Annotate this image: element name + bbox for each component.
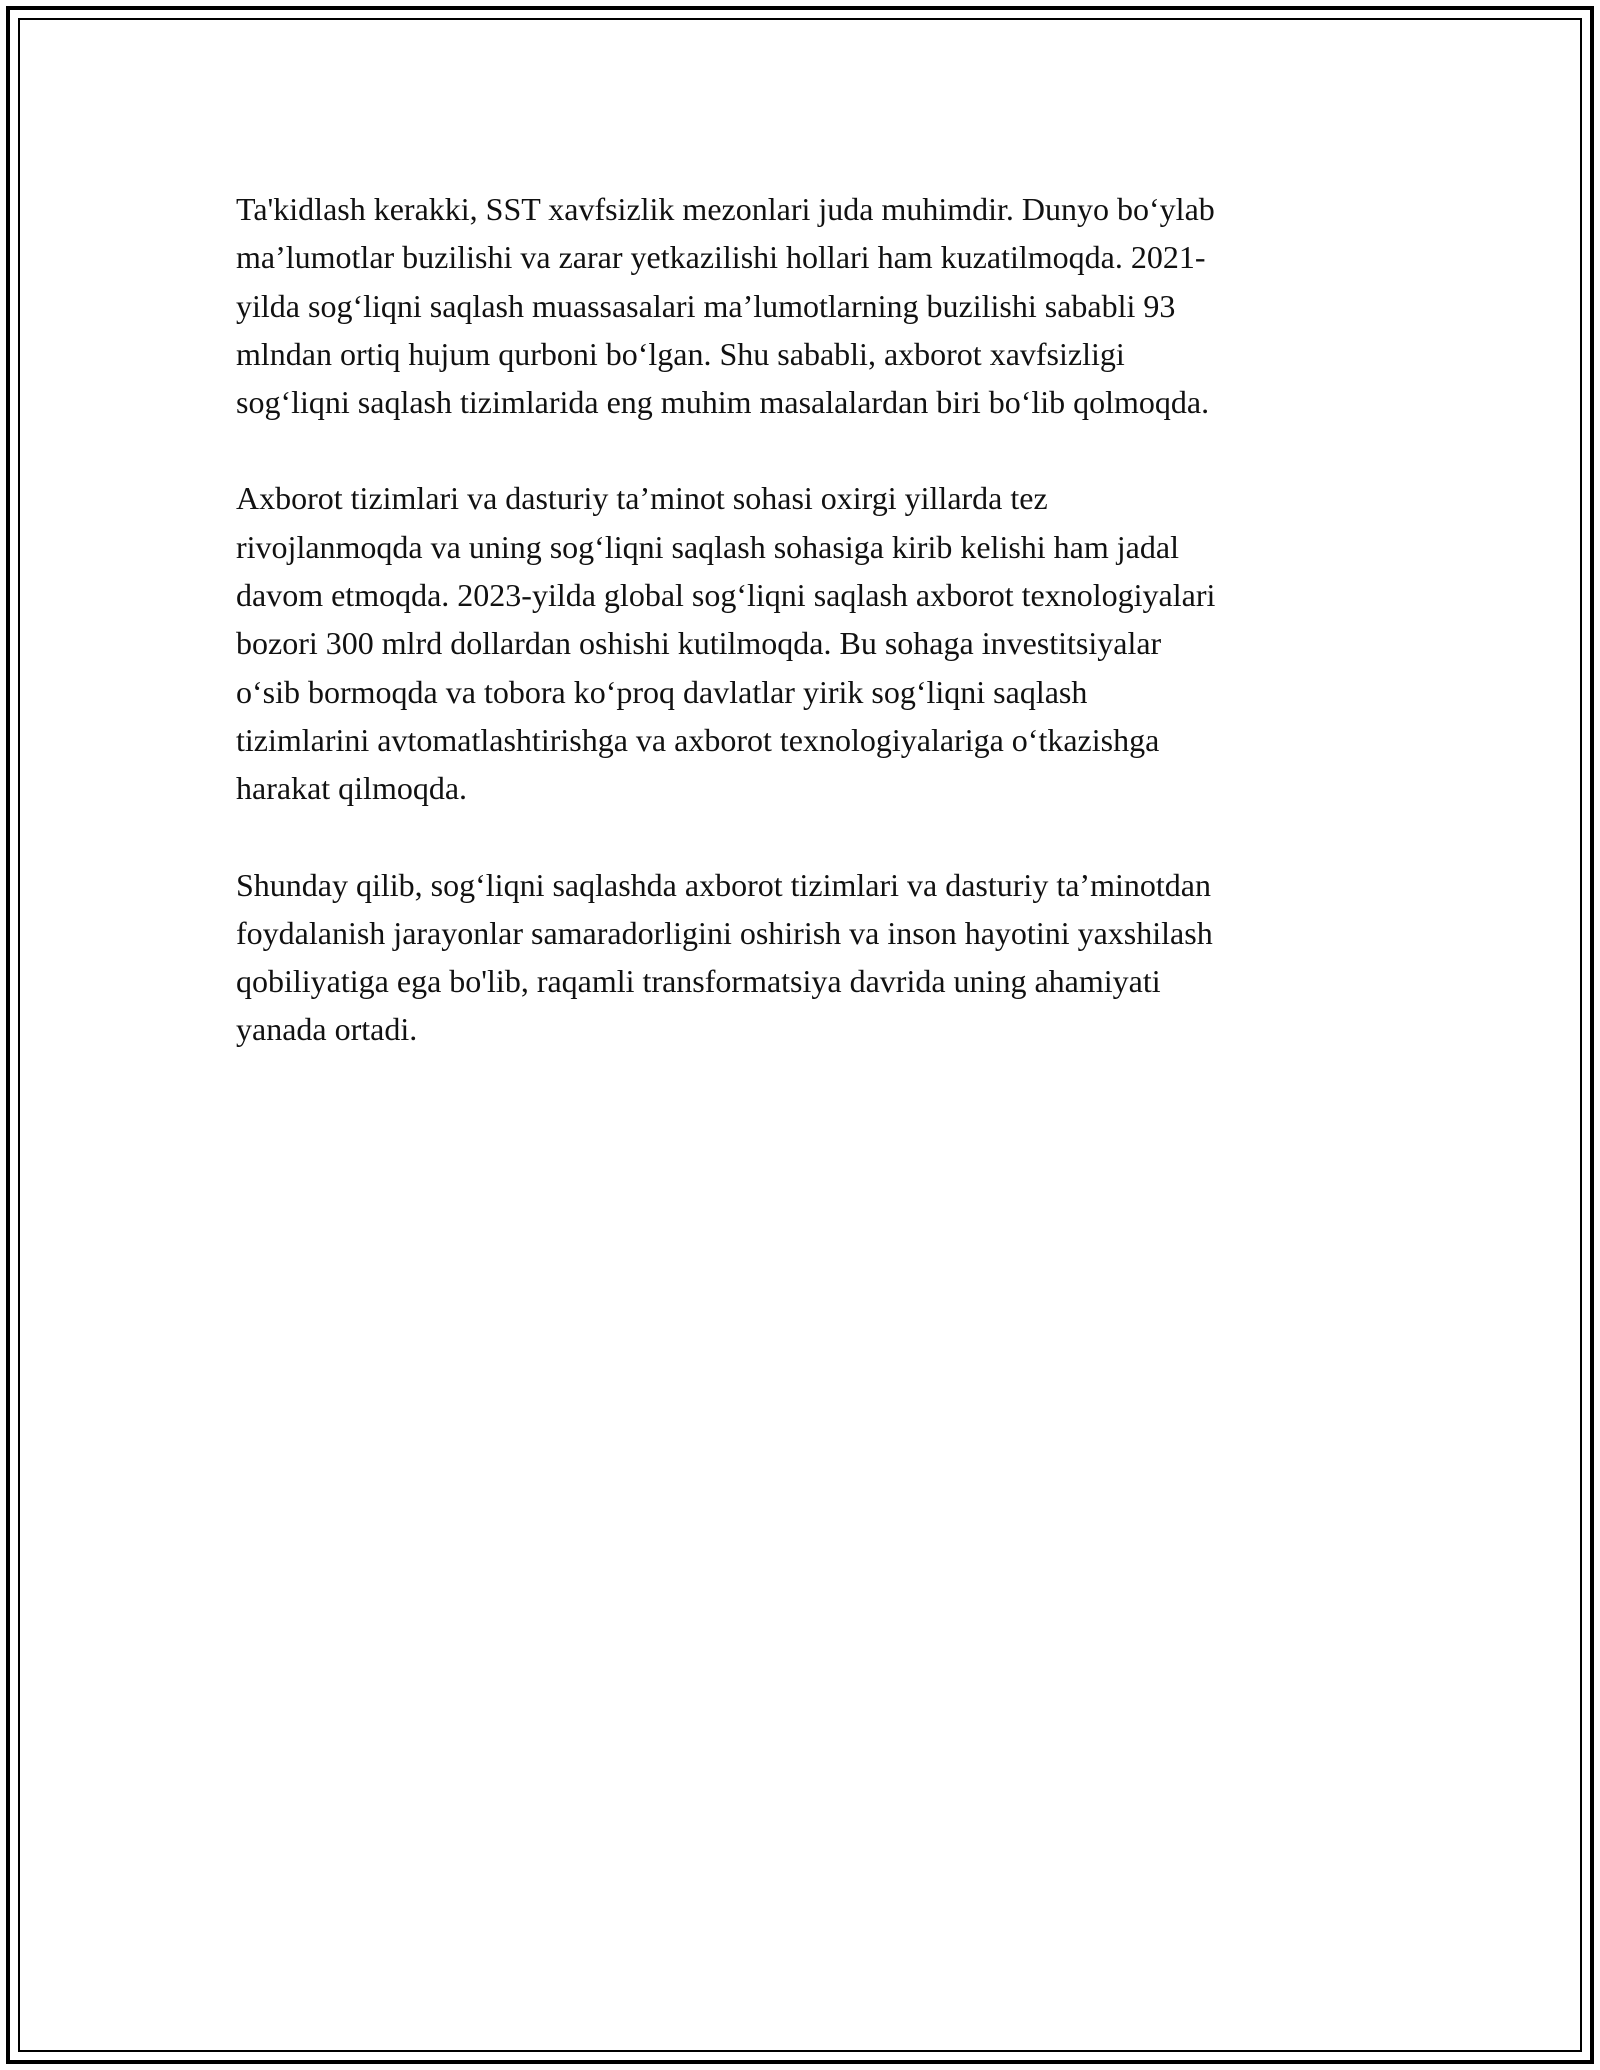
paragraph-1: Ta'kidlash kerakki, SST xavfsizlik mezonlari juda muhimdir. Dunyo bo‘ylab ma’lumotlar buzilishi va zarar yetkazilishi hollari ham kuzatilmoqda. 2021- yilda sog‘liqni saqlash muassasalari ma’lumotlarning buzilishi sababli 93 mlndan ortiq hujum qurboni bo‘lgan. Shu sababli, axborot xavfsizligi sog‘liqni saqlash tizimlarida eng muhim masalalardan biri bo‘lib qolmoqda. xyxy=(236,191,1215,421)
paragraph-3: Shunday qilib, sog‘liqni saqlashda axborot tizimlari va dasturiy ta’minotdan foydalanish jarayonlar samaradorligini oshirish va inson hayotini yaxshilash qobiliyatiga ega bo'lib, raqamli transformatsiya davrida uning ahamiyati yanada ortadi. xyxy=(236,866,1213,1048)
paragraph-2: Axborot tizimlari va dasturiy ta’minot sohasi oxirgi yillarda tez rivojlanmoqda va uning sog‘liqni saqlash sohasiga kirib kelishi ham jadal davom etmoqda. 2023-yilda global sog‘liqni saqlash axborot texnologiyalari bozori 300 mlrd dollardan oshishi kutilmoqda. Bu sohaga investitsiyalar o‘sib bormoqda va tobora ko‘proq davlatlar yirik sog‘liqni saqlash tizimlarini avtomatlashtirishga va axborot texnologiyalariga o‘tkazishga harakat qilmoqda. xyxy=(236,480,1216,807)
document-body xyxy=(236,185,1386,1102)
